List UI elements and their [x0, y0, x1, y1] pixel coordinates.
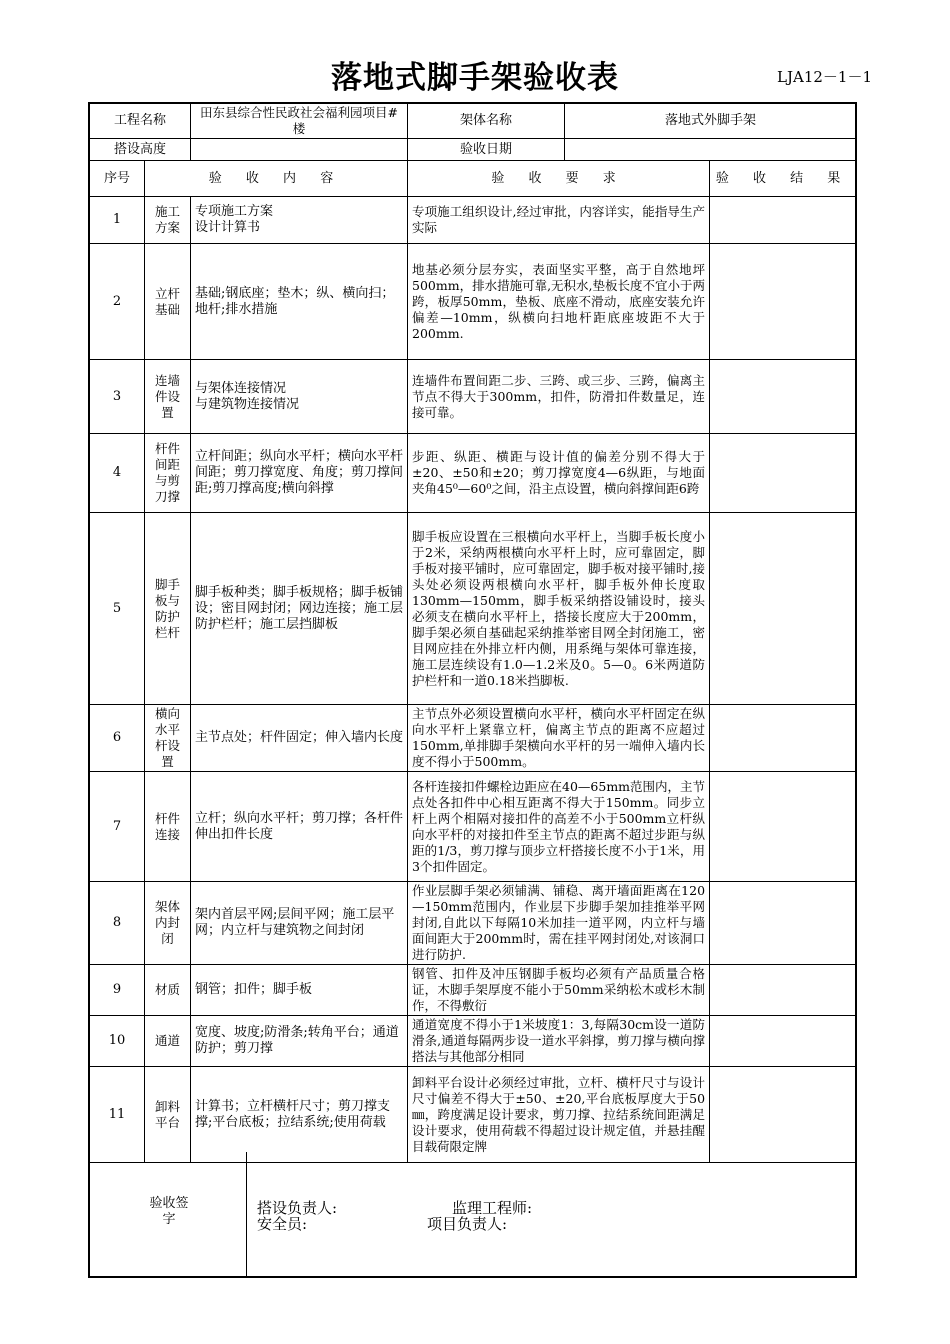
row-content: 架内首层平网;层间平网；施工层平网；内立杆与建筑物之间封闭: [191, 882, 408, 965]
row-content: 计算书；立杆横杆尺寸；剪刀撑支撑;平台底板；拉结系统;使用荷载: [191, 1067, 408, 1163]
row-number: 3: [90, 360, 145, 434]
row-content: 宽度、坡度;防滑条;转角平台；通道防护；剪刀撑: [191, 1016, 408, 1067]
info-row-1: [90, 104, 857, 139]
row-content: 立杆间距；纵向水平杆；横向水平杆间距；剪刀撑宽度、角度；剪刀撑间距;剪刀撑高度;横向斜撑: [191, 434, 408, 513]
height-value[interactable]: [191, 139, 408, 161]
row-number: 10: [90, 1016, 145, 1067]
col-requirement: 验 收 要 求: [408, 161, 710, 197]
builder-signature[interactable]: 搭设负责人:: [257, 1199, 338, 1217]
row-number: 4: [90, 434, 145, 513]
info-row-2: [90, 139, 857, 161]
row-requirement: 脚手板应设置在三根横向水平杆上，当脚手板长度小于2米，采纳两根横向水平杆上时，应可靠固定，脚手板对接平铺时，应可靠固定，脚手板对接平铺时,接头处必须设两根横向水平杆，脚手板外伸长度取130mm—150mm，脚手板采纳搭设铺设时，接头必须支在横向水平杆上，搭接长度应大于200mm，脚手架必须自基础起采纳推举密目网全封闭施工，密目网应挂在外排立杆内侧，用系绳与架体可靠连接，施工层连续设有1.0—1.2米及0。5—0。6米两道防护栏杆和一道0.18米挡脚板.: [408, 513, 710, 705]
table-row: [90, 965, 857, 1016]
table-row: [90, 244, 857, 360]
table-row: [90, 772, 857, 882]
row-item: 立杆基础: [145, 244, 191, 360]
row-result[interactable]: [710, 1067, 857, 1163]
row-item: 卸料平台: [145, 1067, 191, 1163]
table-row: [90, 513, 857, 705]
height-label: 搭设高度: [90, 139, 191, 161]
signature-section: [89, 1152, 856, 1276]
row-requirement: 地基必须分层夯实，表面坚实平整，高于自然地坪500mm，排水措施可靠,无积水,垫板长度不宜小于两跨，板厚50mm，垫板、底座不滑动，底座安装允许偏差—10mm，纵横向扫地杆距底座坡距不大于200mm.: [408, 244, 710, 360]
row-number: 11: [90, 1067, 145, 1163]
project-name-label: 工程名称: [90, 104, 191, 139]
row-number: 2: [90, 244, 145, 360]
row-requirement: 作业层脚手架必须铺满、铺稳、离开墙面距离在120—150mm范围内，作业层下步脚手架加挂推举平网封闭,自此以下每隔10米加挂一道平网，内立杆与墙面间距大于200mm时，需在挂平网封闭处,对该洞口进行防护.: [408, 882, 710, 965]
table-row: [90, 360, 857, 434]
row-requirement: 主节点外必须设置横向水平杆，横向水平杆固定在纵向水平杆上紧靠立杆，偏离主节点的距离不应超过150mm,单排脚手架横向水平杆的另一端伸入墙内长度不得小于500mm。: [408, 705, 710, 772]
signature-label: 验收签字: [149, 1196, 189, 1227]
table-row: [90, 197, 857, 244]
page-title: 落地式脚手架验收表: [331, 60, 619, 96]
row-result[interactable]: [710, 705, 857, 772]
form-code: LJA12－1－1: [777, 68, 872, 86]
row-result[interactable]: [710, 360, 857, 434]
row-number: 9: [90, 965, 145, 1016]
row-result[interactable]: [710, 1016, 857, 1067]
signature-divider: [246, 1152, 247, 1276]
row-requirement: 连墙件布置间距二步、三跨、或三步、三跨，偏离主节点不得大于300mm，扣件，防滑扣件数量足，连接可靠。: [408, 360, 710, 434]
row-content: 立杆；纵向水平杆；剪刀撑；各杆件伸出扣件长度: [191, 772, 408, 882]
table-row: [90, 882, 857, 965]
row-item: 横向水平杆设置: [145, 705, 191, 772]
date-label: 验收日期: [408, 139, 565, 161]
row-content: 脚手板种类；脚手板规格；脚手板铺设；密目网封闭；网边连接；施工层防护栏杆；施工层挡脚板: [191, 513, 408, 705]
row-number: 8: [90, 882, 145, 965]
row-number: 7: [90, 772, 145, 882]
row-requirement: 各杆连接扣件螺栓边距应在40—65mm范围内，主节点处各扣件中心相互距离不得大于150mm。同步立杆上两个相隔对接扣件的高差不小于500mm立杆纵向水平杆的对接扣件至主节点的距离不超过步距与纵距的1/3，剪刀撑与顶步立杆搭接长度不小于1米，用3个扣件固定。: [408, 772, 710, 882]
project-name-value[interactable]: 田东县综合性民政社会福利园项目#楼: [191, 104, 408, 139]
row-item: 架体内封闭: [145, 882, 191, 965]
col-content: 验 收 内 容: [145, 161, 408, 197]
safety-officer-signature[interactable]: 安全员:: [257, 1215, 308, 1233]
date-value[interactable]: [565, 139, 857, 161]
frame-name-label: 架体名称: [408, 104, 565, 139]
row-item: 通道: [145, 1016, 191, 1067]
inspection-table: [89, 103, 857, 1163]
row-content: 基础;钢底座；垫木；纵、横向扫；地杆;排水措施: [191, 244, 408, 360]
row-item: 杆件间距与剪刀撑: [145, 434, 191, 513]
row-requirement: 钢管、扣件及冲压钢脚手板均必须有产品质量合格证，木脚手架厚度不能小于50mm采纳松木或杉木制作，不得敷衍: [408, 965, 710, 1016]
row-result[interactable]: [710, 772, 857, 882]
row-number: 6: [90, 705, 145, 772]
row-item: 连墙件设置: [145, 360, 191, 434]
project-manager-signature[interactable]: 项目负责人:: [427, 1215, 508, 1233]
row-result[interactable]: [710, 434, 857, 513]
row-content: 钢管；扣件；脚手板: [191, 965, 408, 1016]
table-row: [90, 434, 857, 513]
row-result[interactable]: [710, 197, 857, 244]
supervisor-signature[interactable]: 监理工程师:: [452, 1199, 533, 1217]
row-item: 材质: [145, 965, 191, 1016]
row-requirement: 卸料平台设计必须经过审批，立杆、横杆尺寸与设计尺寸偏差不得大于±50、±20,平台底板厚度大于50㎜，跨度满足设计要求，剪刀撑、拉结系统间距满足设计要求，使用荷载不得超过设计规定值，并悬挂醒目载荷限定牌: [408, 1067, 710, 1163]
row-result[interactable]: [710, 882, 857, 965]
row-item: 杆件连接: [145, 772, 191, 882]
frame-name-value[interactable]: 落地式外脚手架: [565, 104, 857, 139]
row-number: 1: [90, 197, 145, 244]
row-requirement: 通道宽度不得小于1米坡度1：3,每隔30cm设一道防滑条,通道每隔两步设一道水平斜撑，剪刀撑与横向撑搭法与其他部分相同: [408, 1016, 710, 1067]
col-no: 序号: [90, 161, 145, 197]
row-result[interactable]: [710, 965, 857, 1016]
col-result: 验 收 结 果: [710, 161, 857, 197]
table-row: [90, 1067, 857, 1163]
row-content: 专项施工方案 设计计算书: [191, 197, 408, 244]
row-result[interactable]: [710, 513, 857, 705]
row-requirement: 专项施工组织设计,经过审批，内容详实，能指导生产实际: [408, 197, 710, 244]
column-header-row: [90, 161, 857, 197]
row-content: 与架体连接情况 与建筑物连接情况: [191, 360, 408, 434]
table-row: [90, 1016, 857, 1067]
row-requirement: 步距、纵距、横距与设计值的偏差分别不得大于±20、±50和±20；剪刀撑宽度4—6纵距，与地面夹角45⁰—60⁰之间，沿主点设置，横向斜撑间距6跨: [408, 434, 710, 513]
row-content: 主节点处；杆件固定；伸入墙内长度: [191, 705, 408, 772]
table-row: [90, 705, 857, 772]
row-number: 5: [90, 513, 145, 705]
row-result[interactable]: [710, 244, 857, 360]
row-item: 施工方案: [145, 197, 191, 244]
row-item: 脚手板与防护栏杆: [145, 513, 191, 705]
